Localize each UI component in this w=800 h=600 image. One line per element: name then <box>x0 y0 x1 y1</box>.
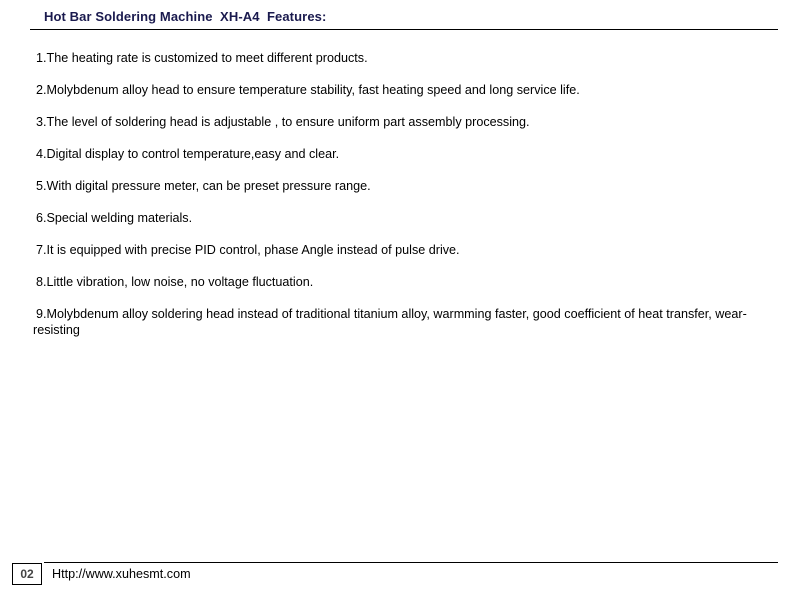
feature-item-1: 1.The heating rate is customized to meet different products. <box>36 51 368 65</box>
feature-item-6: 6.Special welding materials. <box>36 211 193 225</box>
feature-item-2: 2.Molybdenum alloy head to ensure temperature stability, fast heating speed and long service life. <box>36 83 580 97</box>
header-divider <box>30 29 778 30</box>
footer-divider <box>44 562 778 563</box>
feature-item-5: 5.With digital pressure meter, can be preset pressure range. <box>36 179 371 193</box>
page-number: 02 <box>12 563 42 585</box>
feature-item-9: 9.Molybdenum alloy soldering head instead of traditional titanium alloy, warmming faster, good coefficient of heat transfer, wear-resisting <box>33 307 747 337</box>
page-title: Hot Bar Soldering Machine XH-A4 Features: <box>44 9 327 24</box>
feature-item-7: 7.It is equipped with precise PID control, phase Angle instead of pulse drive. <box>36 243 460 257</box>
feature-item-4: 4.Digital display to control temperature,easy and clear. <box>36 147 340 161</box>
features-list <box>33 50 773 354</box>
feature-item-8: 8.Little vibration, low noise, no voltage fluctuation. <box>36 275 314 289</box>
feature-item-3: 3.The level of soldering head is adjustable , to ensure uniform part assembly processing. <box>36 115 530 129</box>
footer-url-link[interactable]: Http://www.xuhesmt.com <box>52 567 191 581</box>
